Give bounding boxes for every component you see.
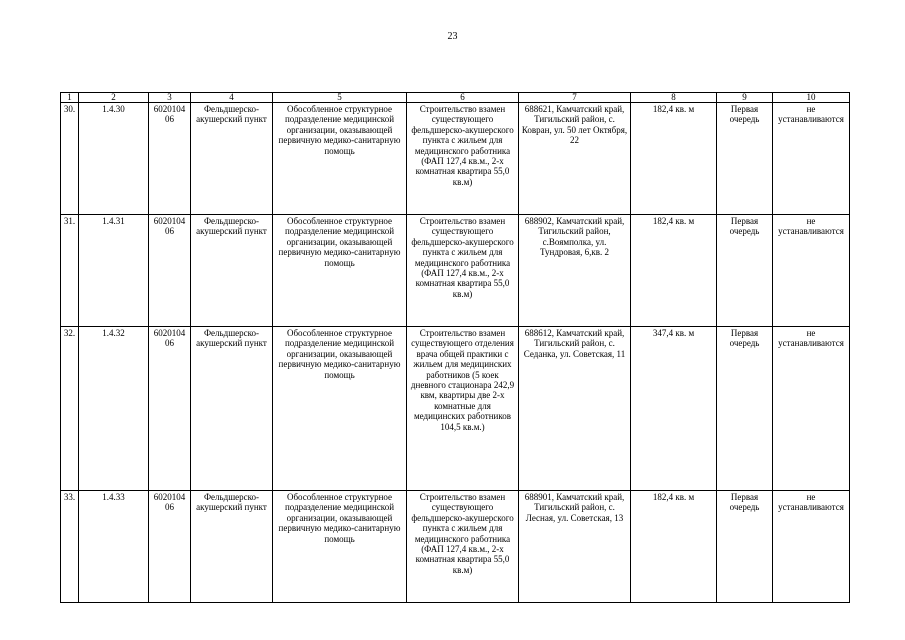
classifier-code: 6020104 06 bbox=[149, 103, 191, 215]
header-cell: 6 bbox=[407, 93, 519, 103]
object-code: 1.4.30 bbox=[79, 103, 149, 215]
object-area: 182,4 кв. м bbox=[631, 491, 717, 603]
implementation-stage: Первая очередь bbox=[717, 103, 773, 215]
object-type: Фельдшерско-акушерский пункт bbox=[191, 491, 273, 603]
object-code: 1.4.32 bbox=[79, 327, 149, 491]
object-type: Фельдшерско-акушерский пункт bbox=[191, 327, 273, 491]
object-code: 1.4.31 bbox=[79, 215, 149, 327]
object-address: 688621, Камчатский край, Тигильский район, с. Ковран, ул. 50 лет Октября, 22 bbox=[519, 103, 631, 215]
object-area: 182,4 кв. м bbox=[631, 103, 717, 215]
header-cell: 10 bbox=[773, 93, 850, 103]
zone-restrictions: не устанавливаются bbox=[773, 491, 850, 603]
work-description: Строительство взамен существующего фельдшерско-акушерского пункта с жильем для медицинского работника (ФАП 127,4 кв.м., 2-х комнатная квартира 55,0 кв.м) bbox=[407, 491, 519, 603]
row-number: 33. bbox=[61, 491, 79, 603]
page-number: 23 bbox=[447, 31, 458, 42]
object-type: Фельдшерско-акушерский пункт bbox=[191, 215, 273, 327]
object-description: Обособленное структурное подразделение медицинской организации, оказывающей первичную медико-санитарную помощь bbox=[273, 215, 407, 327]
header-cell: 2 bbox=[79, 93, 149, 103]
header-cell: 1 bbox=[61, 93, 79, 103]
implementation-stage: Первая очередь bbox=[717, 215, 773, 327]
work-description: Строительство взамен существующего фельдшерско-акушерского пункта с жильем для медицинского работника (ФАП 127,4 кв.м., 2-х комнатная квартира 55,0 кв.м) bbox=[407, 103, 519, 215]
object-area: 182,4 кв. м bbox=[631, 215, 717, 327]
implementation-stage: Первая очередь bbox=[717, 491, 773, 603]
header-cell: 8 bbox=[631, 93, 717, 103]
row-number: 30. bbox=[61, 103, 79, 215]
object-area: 347,4 кв. м bbox=[631, 327, 717, 491]
zone-restrictions: не устанавливаются bbox=[773, 327, 850, 491]
object-type: Фельдшерско-акушерский пункт bbox=[191, 103, 273, 215]
header-cell: 3 bbox=[149, 93, 191, 103]
header-row bbox=[61, 93, 850, 103]
object-description: Обособленное структурное подразделение медицинской организации, оказывающей первичную медико-санитарную помощь bbox=[273, 491, 407, 603]
table-row bbox=[61, 327, 850, 491]
object-description: Обособленное структурное подразделение медицинской организации, оказывающей первичную медико-санитарную помощь bbox=[273, 327, 407, 491]
row-number: 32. bbox=[61, 327, 79, 491]
work-description: Строительство взамен существующего фельдшерско-акушерского пункта с жильем для медицинского работника (ФАП 127,4 кв.м., 2-х комнатная квартира 55,0 кв.м) bbox=[407, 215, 519, 327]
implementation-stage: Первая очередь bbox=[717, 327, 773, 491]
table-row bbox=[61, 215, 850, 327]
header-cell: 7 bbox=[519, 93, 631, 103]
zone-restrictions: не устанавливаются bbox=[773, 215, 850, 327]
table-row bbox=[61, 491, 850, 603]
work-description: Строительство взамен существующего отделения врача общей практики с жильем для медицинских работников (5 коек дневного стационара 242,9 квм, квартиры две 2-х комнатные для медицинских работников 104,5 кв.м.) bbox=[407, 327, 519, 491]
table-row bbox=[61, 103, 850, 215]
object-code: 1.4.33 bbox=[79, 491, 149, 603]
object-address: 688901, Камчатский край, Тигильский район, с. Лесная, ул. Советская, 13 bbox=[519, 491, 631, 603]
object-address: 688902, Камчатский край, Тигильский район, с.Воямполка, ул. Тундровая, 6,кв. 2 bbox=[519, 215, 631, 327]
objects-table bbox=[60, 92, 850, 603]
classifier-code: 6020104 06 bbox=[149, 215, 191, 327]
object-description: Обособленное структурное подразделение медицинской организации, оказывающей первичную медико-санитарную помощь bbox=[273, 103, 407, 215]
object-address: 688612, Камчатский край, Тигильский район, с. Седанка, ул. Советская, 11 bbox=[519, 327, 631, 491]
classifier-code: 6020104 06 bbox=[149, 491, 191, 603]
zone-restrictions: не устанавливаются bbox=[773, 103, 850, 215]
header-cell: 4 bbox=[191, 93, 273, 103]
header-cell: 5 bbox=[273, 93, 407, 103]
classifier-code: 6020104 06 bbox=[149, 327, 191, 491]
header-cell: 9 bbox=[717, 93, 773, 103]
row-number: 31. bbox=[61, 215, 79, 327]
